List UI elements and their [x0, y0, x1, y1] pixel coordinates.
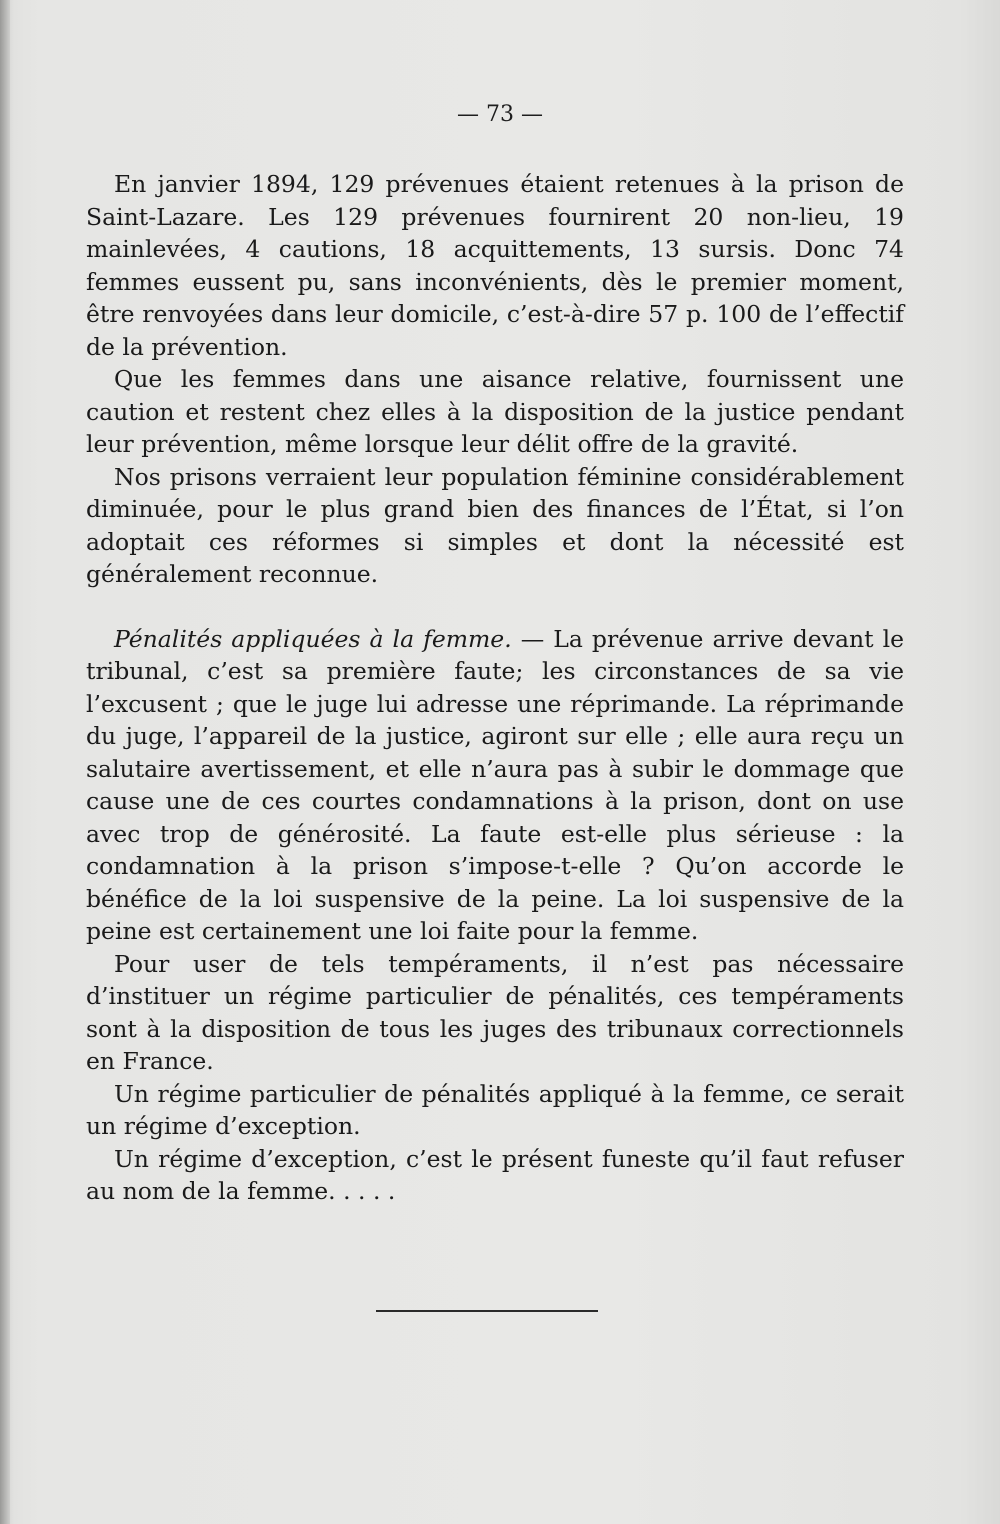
- section-heading-penalites: Pénalités appliquées à la femme.: [114, 624, 512, 653]
- paragraph-penalites-text: — La prévenue arrive devant le tribunal, c’est sa première faute; les circonstances de sa vie l’excusent ; que le juge lui adresse une réprimande. La réprimande du juge, l’appareil de la justice, agiront sur elle ; elle aura reçu un salutaire avertissement, et elle n’aura pas à subir le dommage que cause une de ces courtes condamnations à la prison, dont on use avec trop de générosité. La faute est-elle plus sérieuse : la condamnation à la prison s’impose-t-elle ? Qu’on accorde le bénéfice de la loi suspensive de la peine. La loi suspensive de la peine est certainement une loi faite pour la femme.: [86, 624, 904, 945]
- page-number: — 73 —: [457, 102, 543, 127]
- page-gutter-shadow: [0, 0, 10, 1524]
- paragraph-penalites: [86, 623, 904, 948]
- paragraph-caution: Que les femmes dans une aisance relative, fournissent une caution et restent chez elles à la disposition de la justice pendant leur prévention, même lorsque leur délit offre de la gravité.: [86, 365, 904, 458]
- page-text-body: [86, 168, 904, 1208]
- paragraph-temperaments: Pour user de tels tempéraments, il n’est pas nécessaire d’instituer un régime particulier de pénalités, ces tempéraments sont à la disposition de tous les juges des tribunaux correctionnels en France.: [86, 949, 904, 1075]
- closing-rule: [376, 1310, 598, 1312]
- paragraph-regime-particulier: Un régime particulier de pénalités appliqué à la femme, ce serait un régime d’exception.: [86, 1079, 904, 1140]
- paragraph-prisons-population: Nos prisons verraient leur population féminine considérablement diminuée, pour le plus grand bien des finances de l’État, si l’on adoptait ces réformes si simples et dont la nécessité est généralement reconnue.: [86, 462, 904, 588]
- paragraph-prevenues-statistics: En janvier 1894, 129 prévenues étaient retenues à la prison de Saint-Lazare. Les 129 prévenues fournirent 20 non-lieu, 19 mainlevées, 4 cautions, 18 acquittements, 13 sursis. Donc 74 femmes eussent pu, sans inconvénients, dès le premier moment, être renvoyées dans leur domicile, c’est-à-dire 57 p. 100 de l’effectif de la prévention.: [86, 170, 904, 361]
- paragraph-regime-exception: Un régime d’exception, c’est le présent funeste qu’il faut refuser au nom de la femme. . . . .: [86, 1144, 904, 1205]
- section-spacer: [86, 591, 904, 623]
